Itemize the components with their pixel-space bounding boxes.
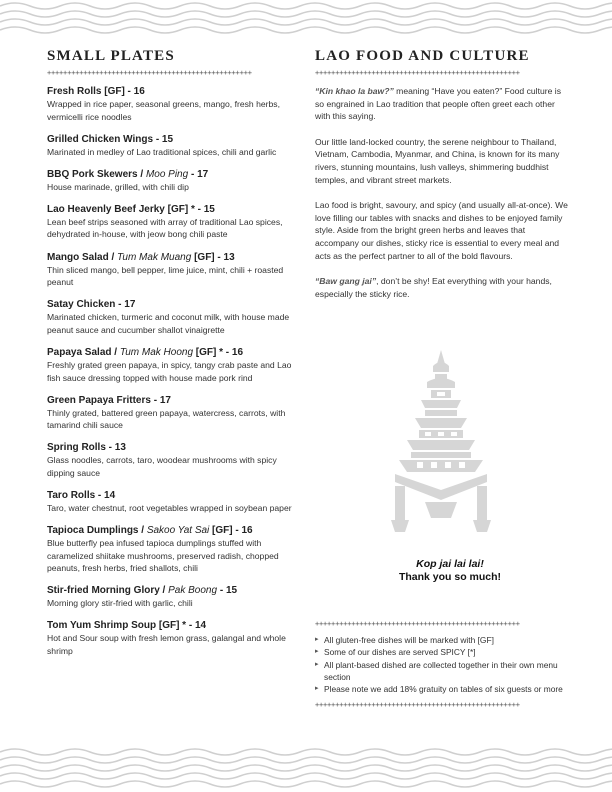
item-title: Fresh Rolls [GF] - 16 [47,86,145,97]
menu-notes [315,618,575,715]
item-desc: Hot and Sour soup with fresh lemon grass, galangal and whole shrimp [47,633,286,657]
list-item: ▸ All plant-based dished are collected together in their own menu section [315,659,558,682]
menu-item-pork-skewers [47,168,302,194]
bullet-icon: ▸ [315,660,319,668]
item-title: Satay Chicken - 17 [47,299,136,311]
menu-item-morning-glory [47,584,302,610]
culture-paragraph-country: Our little land-locked country, the serene neighbour to Thailand, Vietnam, Cambodia, Myanmar, and China, is known for its many rivers, stunning mountains, lush valleys, shimmering buddhist temples, and vibrant street markets. [315,136,560,185]
menu-item-fresh-rolls [47,85,302,123]
thank-you-message [360,558,540,584]
item-desc: Freshly grated green papaya, in spicy, tangy crab paste and Lao fish sauce dressing topped with house made pork rind [47,359,292,383]
item-desc: Thin sliced mango, bell pepper, lime juice, mint, chili + roasted peanut [47,264,284,288]
thanks-english: Thank you so much! [398,571,502,583]
menu-item-tapioca-dumplings [47,524,302,575]
menu-item-mango-salad [47,251,302,289]
item-title: Lao Heavenly Beef Jerky [GF] * - 15 [47,203,215,215]
bottom-wave-pattern [0,744,612,792]
bullet-icon: ▸ [315,685,319,693]
item-desc: Wrapped in rice paper, seasonal greens, mango, fresh herbs, vermicelli rice noodles [47,99,280,122]
item-title: Stir-fried Morning Glory / Pak Boong - 15 [47,585,238,597]
item-title: Papaya Salad / Tum Mak Hoong [GF] * - 16 [47,346,244,358]
item-desc: House marinade, grilled, with chili dip [47,181,189,192]
menu-item-spring-rolls [47,441,302,479]
item-desc: Blue butterfly pea infused tapioca dumplings stuffed with caramelized shiitake mushrooms, preserved radish, chopped peanuts, fresh herbs, fried shallots, chili [47,538,279,574]
item-title: Green Papaya Fritters - 17 [47,394,171,406]
item-desc: Glass noodles, carrots, taro, woodear mushrooms with spicy dipping sauce [47,455,277,478]
notes-list [315,634,575,695]
menu-item-tom-yum [47,619,302,657]
lao-culture-section [315,48,570,313]
item-title: Mango Salad / Tum Mak Muang [GF] - 13 [47,251,235,263]
bullet-icon: ▸ [315,636,319,643]
item-desc: Marinated chicken, turmeric and coconut milk, with house made peanut sauce and cucumber shallot vinaigrette [47,312,290,335]
menu-item-beef-jerky [47,203,302,241]
plus-divider: +++++++++++++++++++++++++++++++++++++++++++++++++++ [315,69,520,77]
menu-item-satay-chicken [47,298,302,336]
item-title: Spring Rolls - 13 [47,442,126,454]
list-item: ▸ Please note we add 18% gratuity on tables of six guests or more [315,684,563,695]
item-desc: Lean beef strips seasoned with array of traditional Lao spices, dehydrated in-house, with jeow bong chili paste [47,216,283,240]
plus-divider: +++++++++++++++++++++++++++++++++++++++++++++++++++ [315,620,520,628]
temple-emblem-icon [381,350,501,540]
menu-item-papaya-salad [47,346,302,384]
list-item: ▸ All gluten-free dishes will be marked with [GF] [315,635,494,645]
menu-item-taro-rolls [47,489,302,515]
thanks-lao: Kop jai lai lai! [416,558,484,570]
item-title: Tapioca Dumplings / Sakoo Yat Sai [GF] - 16 [47,525,253,537]
plus-divider: +++++++++++++++++++++++++++++++++++++++++++++++++++ [47,69,252,77]
top-wave-pattern [0,0,612,40]
list-item: ▸ Some of our dishes are served SPICY [*] [315,647,476,658]
item-title: Taro Rolls - 14 [47,490,116,501]
menu-item-chicken-wings [47,133,302,159]
small-plates-heading: SMALL PLATES [47,48,175,64]
plus-divider: +++++++++++++++++++++++++++++++++++++++++++++++++++ [315,701,520,710]
culture-heading: LAO FOOD AND CULTURE [315,48,530,64]
bullet-icon: ▸ [315,648,319,656]
culture-paragraph-greeting: “Kin khao la baw?” meaning “Have you eaten?” Food culture is so engrained in Lao tradition that people often greet each other with this saying. [315,86,561,122]
item-desc: Thinly grated, battered green papaya, watercress, carrots, with tamarind chili sauce [47,407,286,431]
culture-paragraph-food: Lao food is bright, savoury, and spicy (and usually all-at-once). We love filling our tables with snacks and dishes to be enjoyed family style. Aside from the bright green herbs and leaves that accompany our dishes, sticky rice is essential to every meal and acts as the perfect partner to all of the bold flavours. [315,200,568,261]
item-desc: Taro, water chestnut, root vegetables wrapped in soybean paper [47,503,292,513]
item-desc: Morning glory stir-fried with garlic, chili [47,598,193,609]
item-title: Tom Yum Shrimp Soup [GF] * - 14 [47,620,207,632]
small-plates-section [47,48,302,667]
culture-paragraph-hands: “Baw gang jai”, don’t be shy! Eat everything with your hands, especially the sticky rice. [315,276,552,299]
item-desc: Marinated in medley of Lao traditional spices, chili and garlic [47,146,277,157]
menu-item-papaya-fritters [47,394,302,432]
item-title: Grilled Chicken Wings - 15 [47,133,174,145]
item-title: BBQ Pork Skewers / Moo Ping - 17 [47,168,209,180]
